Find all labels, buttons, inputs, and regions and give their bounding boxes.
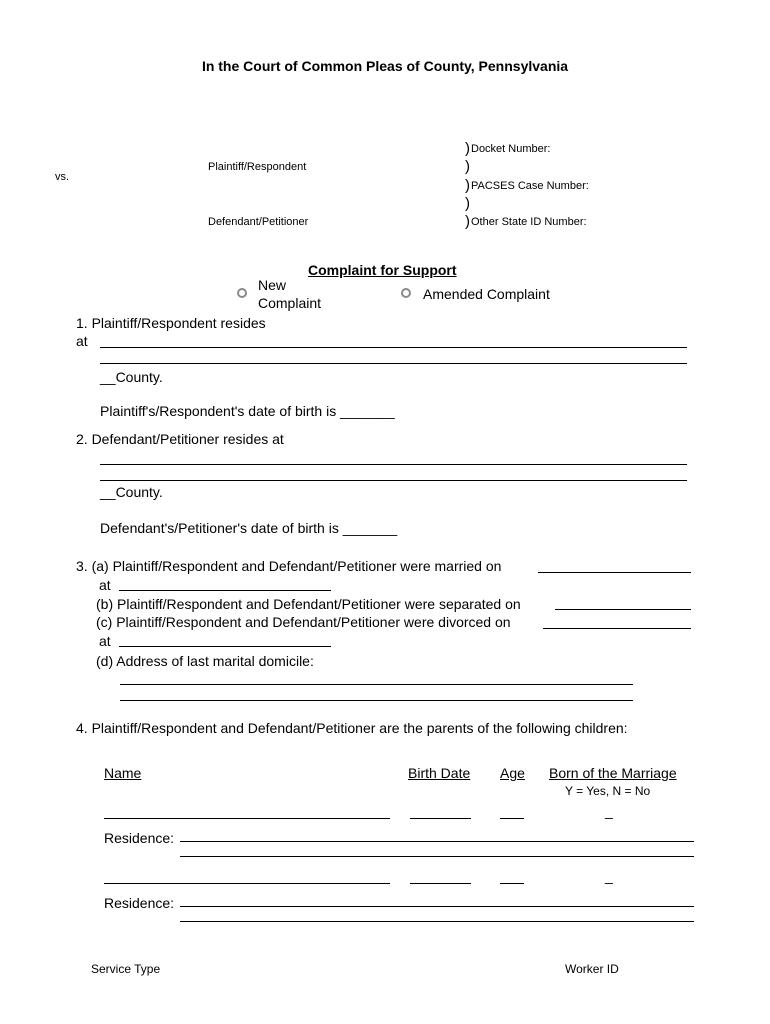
child-1-name-line[interactable] — [104, 818, 390, 819]
child-1-residence-line-1[interactable] — [180, 841, 694, 842]
worker-id-label: Worker ID — [565, 962, 619, 976]
defendant-resides-label: 2. Defendant/Petitioner resides at — [76, 431, 284, 447]
caption-paren: ) — [465, 140, 470, 157]
plaintiff-resides-label: 1. Plaintiff/Respondent resides — [76, 315, 266, 331]
married-on-date-line[interactable] — [538, 572, 691, 573]
other-state-id-label: Other State ID Number: — [471, 216, 587, 228]
child-2-residence-line-2[interactable] — [180, 921, 694, 922]
divorced-at-label: at — [99, 633, 111, 649]
plaintiff-at-label: at — [76, 333, 88, 349]
last-marital-domicile-label: (d) Address of last marital domicile: — [96, 653, 314, 669]
married-at-label: at — [99, 577, 111, 593]
docket-number-label: Docket Number: — [471, 143, 551, 155]
child-1-born-of-marriage-field[interactable]: _ — [605, 803, 613, 819]
service-type-label: Service Type — [91, 962, 161, 976]
defendant-address-line-2[interactable] — [100, 480, 687, 481]
married-at-line[interactable] — [119, 590, 331, 591]
child-2-residence-line-1[interactable] — [180, 906, 694, 907]
amended-complaint-label: Amended Complaint — [423, 286, 550, 302]
plaintiff-respondent-label: Plaintiff/Respondent — [208, 161, 307, 173]
caption-paren: ) — [465, 213, 470, 230]
divorced-at-line[interactable] — [119, 646, 331, 647]
plaintiff-address-line-1[interactable] — [100, 347, 687, 348]
complaint-title: Complaint for Support — [308, 262, 457, 278]
court-title: In the Court of Common Pleas of County, Pennsylvania — [201, 58, 569, 74]
caption-paren: ) — [465, 177, 470, 194]
defendant-county-field[interactable]: __County. — [100, 484, 163, 500]
child-1-residence-line-2[interactable] — [180, 856, 694, 857]
child-2-residence-label: Residence: — [104, 895, 175, 911]
new-complaint-label-line2: Complaint — [258, 295, 322, 311]
child-1-birth-date-line[interactable] — [410, 818, 471, 819]
plaintiff-county-field[interactable]: __County. — [100, 369, 163, 385]
defendant-address-line-1[interactable] — [100, 464, 687, 465]
caption-paren: ) — [465, 158, 470, 175]
column-age-header: Age — [500, 765, 525, 781]
defendant-dob-field[interactable]: Defendant's/Petitioner's date of birth is _______ — [100, 520, 398, 536]
marital-domicile-line-2[interactable] — [120, 700, 633, 701]
pacses-case-number-label: PACSES Case Number: — [471, 180, 589, 192]
amended-complaint-radio[interactable] — [401, 288, 411, 298]
plaintiff-address-line-2[interactable] — [100, 363, 687, 364]
separated-on-date-line[interactable] — [555, 609, 691, 610]
child-2-age-line[interactable] — [500, 883, 524, 884]
column-name-header: Name — [104, 765, 142, 781]
plaintiff-dob-field[interactable]: Plaintiff's/Respondent's date of birth is _______ — [100, 403, 395, 419]
children-intro-label: 4. Plaintiff/Respondent and Defendant/Petitioner are the parents of the following children: — [76, 720, 628, 736]
child-2-birth-date-line[interactable] — [410, 883, 471, 884]
yes-no-note: Y = Yes, N = No — [565, 784, 651, 798]
defendant-petitioner-label: Defendant/Petitioner — [208, 216, 309, 228]
child-2-born-of-marriage-field[interactable]: _ — [605, 868, 613, 884]
married-on-label: 3. (a) Plaintiff/Respondent and Defendant/Petitioner were married on — [76, 558, 502, 574]
divorced-on-label: (c) Plaintiff/Respondent and Defendant/Petitioner were divorced on — [96, 614, 511, 630]
column-birth-date-header: Birth Date — [408, 765, 471, 781]
divorced-on-date-line[interactable] — [543, 628, 691, 629]
child-2-name-line[interactable] — [104, 883, 390, 884]
new-complaint-label-line1: New — [258, 277, 287, 293]
child-1-age-line[interactable] — [500, 818, 524, 819]
new-complaint-radio[interactable] — [237, 288, 247, 298]
marital-domicile-line-1[interactable] — [120, 684, 633, 685]
vs-label: vs. — [55, 171, 70, 183]
separated-on-label: (b) Plaintiff/Respondent and Defendant/Petitioner were separated on — [96, 596, 521, 612]
column-born-of-marriage-header: Born of the Marriage — [549, 765, 677, 781]
caption-paren: ) — [465, 195, 470, 212]
child-1-residence-label: Residence: — [104, 830, 175, 846]
